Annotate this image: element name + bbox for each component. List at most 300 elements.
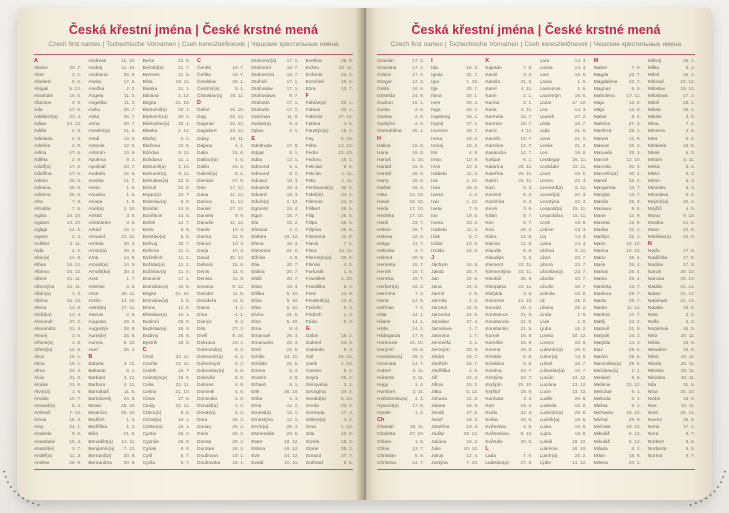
name-entry: [197, 114, 244, 121]
name-entry: [34, 262, 81, 269]
name-entry: [648, 305, 695, 312]
nameday-date: 15. 8.: [412, 150, 425, 156]
nameday-date: 11. 2.: [178, 263, 190, 269]
name-entry: [377, 185, 424, 192]
name-entry: [88, 248, 135, 255]
name-entry: [594, 185, 641, 192]
nameday-date: 13. 7.: [340, 87, 353, 93]
name-entry: [251, 446, 298, 453]
name-label: Marlena: [593, 291, 612, 297]
nameday-date: 14. 3.: [574, 59, 587, 64]
name-label: Hugo: [377, 383, 389, 389]
nameday-date: 11. 2.: [178, 249, 190, 255]
name-label: Dita: [196, 326, 206, 332]
name-label: Kristína: [485, 369, 502, 375]
name-entry: [377, 128, 424, 135]
nameday-date: 14. 5.: [177, 214, 190, 220]
name-label: Niobe: [647, 397, 661, 403]
name-entry: [306, 446, 353, 453]
name-entry: [431, 234, 478, 241]
name-label: Estera: [251, 446, 266, 452]
name-label: Herta: [377, 298, 389, 304]
name-entry: [88, 234, 135, 241]
name-entry: [377, 403, 424, 410]
nameday-date: 26. 3.: [628, 150, 641, 156]
name-entry: [648, 150, 695, 157]
name-label: Kasandra: [485, 150, 506, 156]
nameday-date: 5. 4.: [685, 164, 695, 170]
nameday-date: 15. 2.: [466, 383, 479, 389]
name-label: Irenej: [431, 143, 444, 149]
nameday-date: 28. 7.: [466, 129, 479, 135]
name-entry: [251, 319, 298, 326]
nameday-date: 4. 9.: [685, 206, 695, 212]
name-label: Dorota: [196, 439, 212, 445]
name-label: Doubrava: [196, 453, 218, 459]
name-label: Anděl(a): [34, 453, 53, 459]
nameday-date: 2. 5.: [126, 312, 136, 318]
nameday-date: 14. 10.: [66, 221, 82, 227]
name-label: Horymír: [377, 347, 395, 353]
name-entry: [540, 121, 587, 128]
nameday-date: 7. 9.: [631, 66, 641, 72]
name-label: Arkád: [88, 228, 101, 234]
name-label: Gaston: [305, 369, 322, 375]
name-label: Kvido: [485, 411, 498, 417]
nameday-date: 15. 4.: [69, 439, 82, 445]
nameday-date: 10. 9.: [466, 164, 479, 170]
name-label: Lada: [485, 453, 497, 459]
name-label: Naděžda: [647, 256, 668, 262]
name-label: Marcelín(a): [593, 171, 618, 177]
nameday-date: 13. 4.: [69, 312, 82, 318]
name-label: Helena: [377, 235, 393, 241]
name-entry: [197, 178, 244, 185]
nameday-date: 26. 5.: [340, 206, 353, 212]
nameday-date: 27. 8.: [177, 397, 190, 403]
name-entry: [540, 227, 587, 234]
nameday-date: 1. 6.: [577, 87, 587, 93]
name-entry: [648, 220, 695, 227]
nameday-date: 4. 4.: [469, 192, 479, 198]
name-label: Flora: [305, 249, 317, 255]
nameday-date: 17. 1.: [286, 87, 299, 93]
name-label: Kilián: [485, 214, 498, 220]
nameday-date: 17. 6.: [286, 143, 299, 149]
name-label: Bohumil(a): [142, 164, 166, 170]
nameday-date: 19. 6.: [574, 221, 587, 227]
nameday-date: 2. 9.: [71, 143, 82, 149]
name-entry: [594, 305, 641, 312]
nameday-date: 14. 8.: [340, 298, 353, 304]
name-label: Konrád: [485, 305, 501, 311]
name-entry: [197, 284, 244, 291]
nameday-date: 14. 1.: [412, 326, 425, 332]
name-label: Edmond: [251, 164, 270, 170]
name-label: Mabel: [593, 66, 607, 72]
name-label: Jenovéfa: [431, 340, 451, 346]
nameday-date: 2. 12.: [177, 94, 190, 100]
name-label: Gejza: [305, 376, 319, 382]
name-entry: [540, 213, 587, 220]
name-label: Jarmil: [431, 291, 444, 297]
name-column: [377, 58, 424, 467]
name-entry: [377, 446, 424, 453]
nameday-date: 8. 3.: [343, 347, 353, 353]
nameday-date: 21. 5.: [520, 319, 533, 325]
nameday-date: 25. 11.: [572, 157, 587, 163]
nameday-date: 4. 10.: [340, 277, 353, 283]
name-label: Mína: [647, 122, 659, 128]
nameday-date: 21. 10.: [175, 291, 190, 297]
nameday-date: 19. 7.: [232, 66, 245, 72]
name-entry: [648, 284, 695, 291]
name-entry: [648, 396, 695, 403]
name-label: Cyril: [142, 453, 153, 459]
nameday-date: 30. 4.: [177, 122, 190, 128]
name-entry: [306, 114, 353, 121]
nameday-date: 7. 4.: [685, 122, 695, 128]
name-label: Drahuše: [251, 108, 270, 114]
name-entry: [197, 171, 244, 178]
name-entry: [431, 79, 478, 86]
name-label: Hostislav(a): [377, 354, 403, 360]
name-column: [431, 58, 478, 467]
name-label: Fedora: [305, 157, 321, 163]
nameday-date: 24. 10.: [409, 340, 425, 346]
nameday-date: 24. 8.: [123, 397, 136, 403]
nameday-date: 11. 4.: [466, 171, 479, 177]
nameday-date: 6. 9.: [631, 87, 641, 93]
name-entry: [197, 248, 244, 255]
nameday-date: 6. 3.: [685, 150, 695, 156]
name-entry: [34, 93, 81, 100]
name-entry: [306, 431, 353, 438]
name-label: Lili: [539, 298, 546, 304]
name-label: Milota: [647, 108, 661, 114]
name-entry: [251, 227, 298, 234]
nameday-date: 20. 1.: [466, 94, 479, 100]
name-entry: [143, 121, 190, 128]
name-label: Blažena: [142, 143, 160, 149]
name-label: Inga: [431, 108, 441, 114]
name-entry: [594, 100, 641, 107]
name-entry: [485, 121, 532, 128]
nameday-date: 20. 7.: [286, 263, 299, 269]
name-label: Leonard(a): [539, 185, 563, 191]
name-entry: [143, 368, 190, 375]
name-entry: [485, 241, 532, 248]
name-label: Bohdana: [142, 157, 162, 163]
name-label: Eduard: [251, 178, 267, 184]
name-entry: [377, 157, 424, 164]
name-label: Dagmar: [196, 122, 215, 128]
nameday-date: 1. 9.: [126, 192, 136, 198]
name-entry: [143, 227, 190, 234]
nameday-date: 20. 7.: [286, 277, 299, 283]
nameday-date: 19. 9.: [177, 340, 190, 346]
name-label: Desana: [196, 284, 214, 290]
nameday-date: 18. 10.: [572, 446, 587, 452]
bottom-rule: [34, 469, 353, 470]
name-entry: [377, 206, 424, 213]
nameday-date: 26. 1.: [466, 108, 479, 114]
name-label: Kim: [485, 221, 494, 227]
name-entry: [197, 234, 244, 241]
name-label: Gertruda: [305, 411, 325, 417]
nameday-date: 10. 6.: [340, 432, 353, 438]
name-entry: [306, 262, 353, 269]
nameday-date: 14. 3.: [574, 66, 587, 72]
nameday-date: 22. 11.: [572, 164, 587, 170]
name-label: Cyntie: [142, 432, 157, 438]
name-label: Noe: [647, 404, 657, 410]
name-label: Kunhuta: [485, 397, 504, 403]
name-entry: [377, 79, 424, 86]
name-label: Haštal: [377, 185, 391, 191]
name-label: Kristián: [485, 354, 502, 360]
nameday-date: 15. 1.: [69, 362, 82, 368]
name-label: Magda: [593, 73, 609, 79]
nameday-date: 12. 6.: [123, 143, 136, 149]
name-label: Juliána: [431, 439, 447, 445]
name-entry: [485, 269, 532, 276]
name-entry: [540, 79, 587, 86]
name-entry: [648, 319, 695, 326]
nameday-date: 16. 3.: [286, 284, 299, 290]
name-label: Miloslava: [647, 94, 668, 100]
name-label: Jarmila: [431, 298, 447, 304]
name-label: Ctislav(a): [142, 425, 163, 431]
nameday-date: 21. 6.: [286, 312, 299, 318]
name-label: František: [305, 277, 326, 283]
name-entry: [197, 86, 244, 93]
name-label: Daniela: [196, 214, 214, 220]
nameday-date: 5. 12.: [466, 390, 479, 396]
name-entry: [88, 241, 135, 248]
name-label: Edita: [251, 157, 263, 163]
nameday-date: 17. 1.: [683, 425, 695, 431]
name-entry: [594, 93, 641, 100]
name-label: Filemon: [305, 199, 323, 205]
name-entry: [197, 417, 244, 424]
nameday-date: 16. 10.: [229, 108, 245, 114]
nameday-date: 13. 6.: [123, 136, 136, 142]
name-entry: [431, 333, 478, 340]
name-label: Kristýna: [485, 376, 503, 382]
name-label: Martin: [593, 305, 608, 311]
name-entry: [377, 291, 424, 298]
name-entry: [143, 164, 190, 171]
name-label: Eva: [251, 453, 260, 459]
name-label: Magdaléna: [593, 80, 618, 86]
name-label: Areta: [88, 185, 100, 191]
page-subtitle: Czech first names | Tschechische Vornamen | Cseh keresztelőnevek | Чешские крестильные имена: [390, 41, 682, 48]
name-entry: [377, 192, 424, 199]
nameday-date: 20. 1.: [340, 108, 353, 114]
name-label: Dalila: [196, 164, 209, 170]
nameday-date: 3. 11.: [412, 376, 425, 382]
name-entry: [143, 417, 190, 424]
name-entry: [251, 65, 298, 72]
name-label: Humbert: [377, 390, 396, 396]
name-entry: [648, 439, 695, 446]
name-entry: [648, 431, 695, 438]
name-label: Blahoslav(a): [142, 122, 170, 128]
nameday-date: 10. 5.: [177, 143, 190, 149]
name-entry: [251, 171, 298, 178]
name-entry: [88, 227, 135, 234]
nameday-date: 12. 8.: [520, 235, 533, 241]
name-entry: [34, 72, 81, 79]
name-entry: [306, 58, 353, 65]
name-label: Antal: [88, 136, 100, 142]
name-label: Heidi: [377, 221, 388, 227]
name-label: Armand: [88, 235, 106, 241]
name-entry: [594, 136, 641, 143]
name-entry: [540, 178, 587, 185]
name-label: Darek: [196, 228, 210, 234]
nameday-date: 13. 6.: [123, 150, 136, 156]
nameday-date: 30. 3.: [123, 249, 136, 255]
nameday-date: 29. 12.: [463, 432, 479, 438]
name-entry: [540, 396, 587, 403]
nameday-date: 1. 10.: [340, 425, 353, 431]
name-label: Baltazar: [88, 369, 106, 375]
nameday-date: 2. 1.: [523, 94, 533, 100]
nameday-date: 25. 12.: [680, 411, 695, 417]
nameday-date: 20. 4.: [628, 164, 641, 170]
nameday-date: 17. 6.: [69, 150, 82, 156]
nameday-date: 26. 9.: [520, 347, 533, 353]
name-label: Diana: [196, 305, 210, 311]
name-entry: [648, 347, 695, 354]
name-entry: [648, 199, 695, 206]
name-label: Nora: [647, 432, 659, 438]
name-label: Loreta: [539, 333, 554, 339]
name-entry: [306, 150, 353, 157]
name-label: Filibert: [305, 206, 321, 212]
name-columns-right: [377, 58, 695, 467]
nameday-date: 17. 1.: [177, 277, 190, 283]
name-entry: [485, 185, 532, 192]
name-label: Bronislav(a): [142, 298, 169, 304]
nameday-date: 14. 7.: [412, 362, 425, 368]
name-label: Ezra: [305, 87, 316, 93]
name-entry: [648, 93, 695, 100]
name-entry: [143, 382, 190, 389]
name-label: Kleopatra: [485, 284, 506, 290]
nameday-date: 22. 8.: [177, 185, 190, 191]
nameday-date: 12. 1.: [286, 411, 299, 417]
nameday-date: 26. 1.: [466, 115, 479, 121]
nameday-date: 27. 9.: [232, 178, 245, 184]
name-label: Ludomír(a): [539, 411, 563, 417]
name-label: Libora: [539, 263, 553, 269]
nameday-date: 23. 4.: [69, 115, 82, 121]
nameday-date: 25. 1.: [683, 101, 695, 107]
name-label: Karmen: [485, 122, 503, 128]
name-label: Cecílie: [142, 362, 158, 368]
name-entry: [431, 410, 478, 417]
name-label: Elektra: [251, 235, 267, 241]
nameday-date: 26. 2.: [232, 439, 245, 445]
nameday-date: 30. 5.: [340, 185, 353, 191]
name-entry: [594, 65, 641, 72]
nameday-date: 25. 4.: [628, 256, 641, 262]
name-label: Filip: [305, 214, 315, 220]
name-entry: [251, 298, 298, 305]
name-entry: [485, 312, 532, 319]
name-entry: [377, 178, 424, 185]
name-label: Egon: [251, 214, 263, 220]
name-label: Konstantin: [485, 326, 509, 332]
name-entry: [485, 375, 532, 382]
nameday-date: 20. 1.: [340, 101, 353, 107]
nameday-date: 2. 6.: [289, 376, 299, 382]
name-label: Cindy: [142, 404, 155, 410]
name-entry: [34, 284, 81, 291]
name-label: Blahomil(a): [142, 108, 167, 114]
nameday-date: 25. 6.: [466, 185, 479, 191]
name-entry: [540, 368, 587, 375]
name-label: Irvin: [431, 164, 441, 170]
name-label: Mira: [647, 136, 658, 142]
nameday-date: 5. 7.: [180, 460, 190, 466]
name-entry: [485, 150, 532, 157]
nameday-date: 24. 2.: [628, 319, 641, 325]
name-entry: [306, 72, 353, 79]
name-entry: [485, 136, 532, 143]
nameday-date: 26. 11.: [121, 291, 136, 297]
name-entry: [197, 121, 244, 128]
name-label: Ida: [431, 66, 438, 72]
nameday-date: 10. 12.: [463, 446, 479, 452]
name-label: Ludvík(a): [539, 418, 560, 424]
nameday-date: 16. 2.: [466, 439, 479, 445]
name-entry: [540, 164, 587, 171]
name-entry: [251, 220, 298, 227]
nameday-date: 6. 3.: [685, 178, 695, 184]
name-label: Abigail: [34, 87, 49, 93]
name-entry: [431, 382, 478, 389]
name-entry: [88, 326, 135, 333]
name-entry: [143, 403, 190, 410]
nameday-date: 5. 4.: [685, 136, 695, 142]
name-label: Albert: [34, 277, 47, 283]
name-entry: [251, 361, 298, 368]
name-entry: [197, 305, 244, 312]
name-entry: [431, 65, 478, 72]
nameday-date: 5. 1.: [289, 164, 299, 170]
name-entry: [540, 107, 587, 114]
name-entry: [88, 157, 135, 164]
name-entry: [143, 143, 190, 150]
nameday-date: 6. 10.: [412, 157, 425, 163]
nameday-date: 15. 9.: [683, 347, 695, 353]
nameday-date: 16. 7.: [574, 122, 587, 128]
name-label: Ábel: [34, 73, 44, 79]
name-entry: [34, 128, 81, 135]
nameday-date: 25. 10.: [517, 383, 533, 389]
nameday-date: 9. 2.: [126, 157, 136, 163]
name-entry: [648, 248, 695, 255]
name-label: Barnabáš: [88, 390, 109, 396]
nameday-date: 21. 2.: [574, 143, 587, 149]
name-label: Lukrécie: [539, 446, 558, 452]
nameday-date: 29. 8.: [340, 59, 353, 64]
letter-header: G: [305, 325, 310, 332]
